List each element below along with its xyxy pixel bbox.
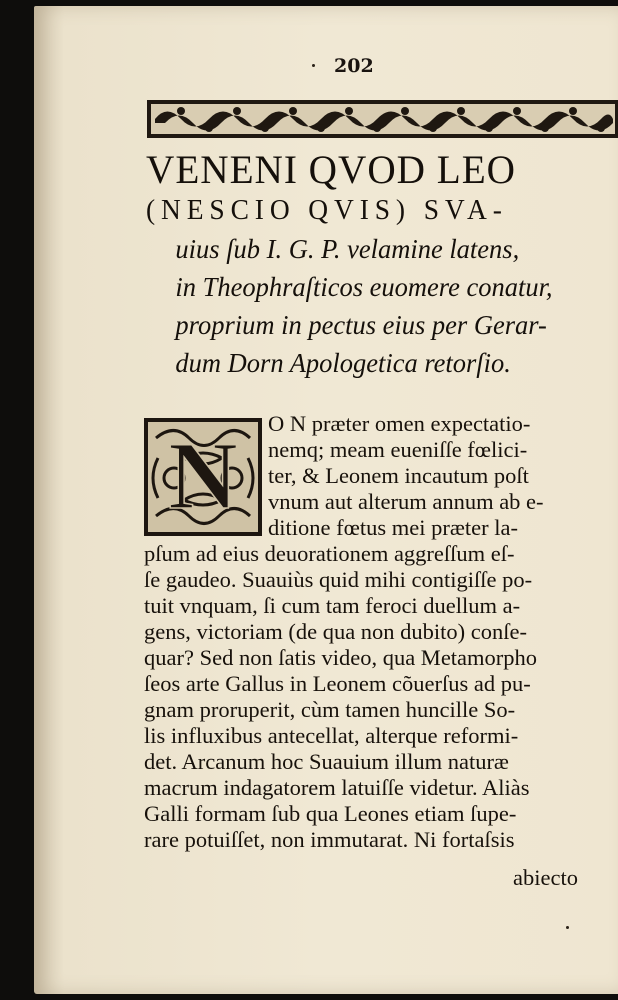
body-line: quar? Sed non ſatis video, qua Metamorpho bbox=[144, 645, 538, 670]
decorative-headpiece-icon bbox=[147, 98, 618, 140]
body-line: ter, & Leonem incautum poſt bbox=[268, 463, 529, 488]
page-number: 202 bbox=[334, 55, 374, 77]
body-line: ſeos arte Gallus in Leonem cõuerſus ad pu- bbox=[144, 671, 531, 696]
heading-line-4: in Theophraſticos euomere conatur, bbox=[175, 272, 553, 302]
initial-letter: N bbox=[168, 422, 238, 529]
heading-line-3: uius ſub I. G. P. velamine latens, bbox=[175, 234, 520, 264]
body-line: vnum aut alterum annum ab e- bbox=[268, 489, 544, 514]
body-line: rare potuiſſet, non immutarat. Ni fortaſsis bbox=[144, 827, 515, 852]
body-line: nemq; meam eueniſſe fœlici- bbox=[268, 437, 528, 462]
heading-line-1: VENENI QVOD LEO bbox=[146, 147, 516, 192]
heading-line-5: proprium in pectus eius per Gerar- bbox=[175, 310, 547, 340]
body-line: macrum indagatorem latuiſſe videtur. Aliàs bbox=[144, 775, 530, 800]
ink-speck bbox=[566, 926, 569, 929]
body-line: gnam proruperit, cùm tamen huncille So- bbox=[144, 697, 516, 722]
body-line: ſe gaudeo. Suauiùs quid mihi contigiſſe po- bbox=[144, 567, 533, 592]
decorated-initial-icon bbox=[144, 418, 262, 536]
body-line: pſum ad eius deuorationem aggreſſum eſ- bbox=[144, 541, 515, 566]
book-page bbox=[34, 6, 618, 994]
body-line: ditione fœtus mei præter la- bbox=[268, 515, 518, 540]
chapter-heading bbox=[146, 148, 618, 382]
body-line: Galli formam ſub qua Leones etiam ſupe- bbox=[144, 801, 517, 826]
heading-line-2: (NESCIO QVIS) SVA- bbox=[146, 195, 508, 226]
body-line: det. Arcanum hoc Suauium illum naturæ bbox=[144, 749, 509, 774]
heading-line-6: dum Dorn Apologetica retorſio. bbox=[175, 348, 511, 378]
body-line: gens, victoriam (de qua non dubito) conſe- bbox=[144, 619, 528, 644]
catchword: abiecto bbox=[513, 865, 578, 890]
body-line: tuit vnquam, ſi cum tam feroci duellum a- bbox=[144, 593, 521, 618]
ink-speck bbox=[312, 64, 315, 67]
body-line: O N præter omen expectatio- bbox=[268, 411, 531, 436]
body-line: lis influxibus antecellat, alterque reformi- bbox=[144, 723, 519, 748]
